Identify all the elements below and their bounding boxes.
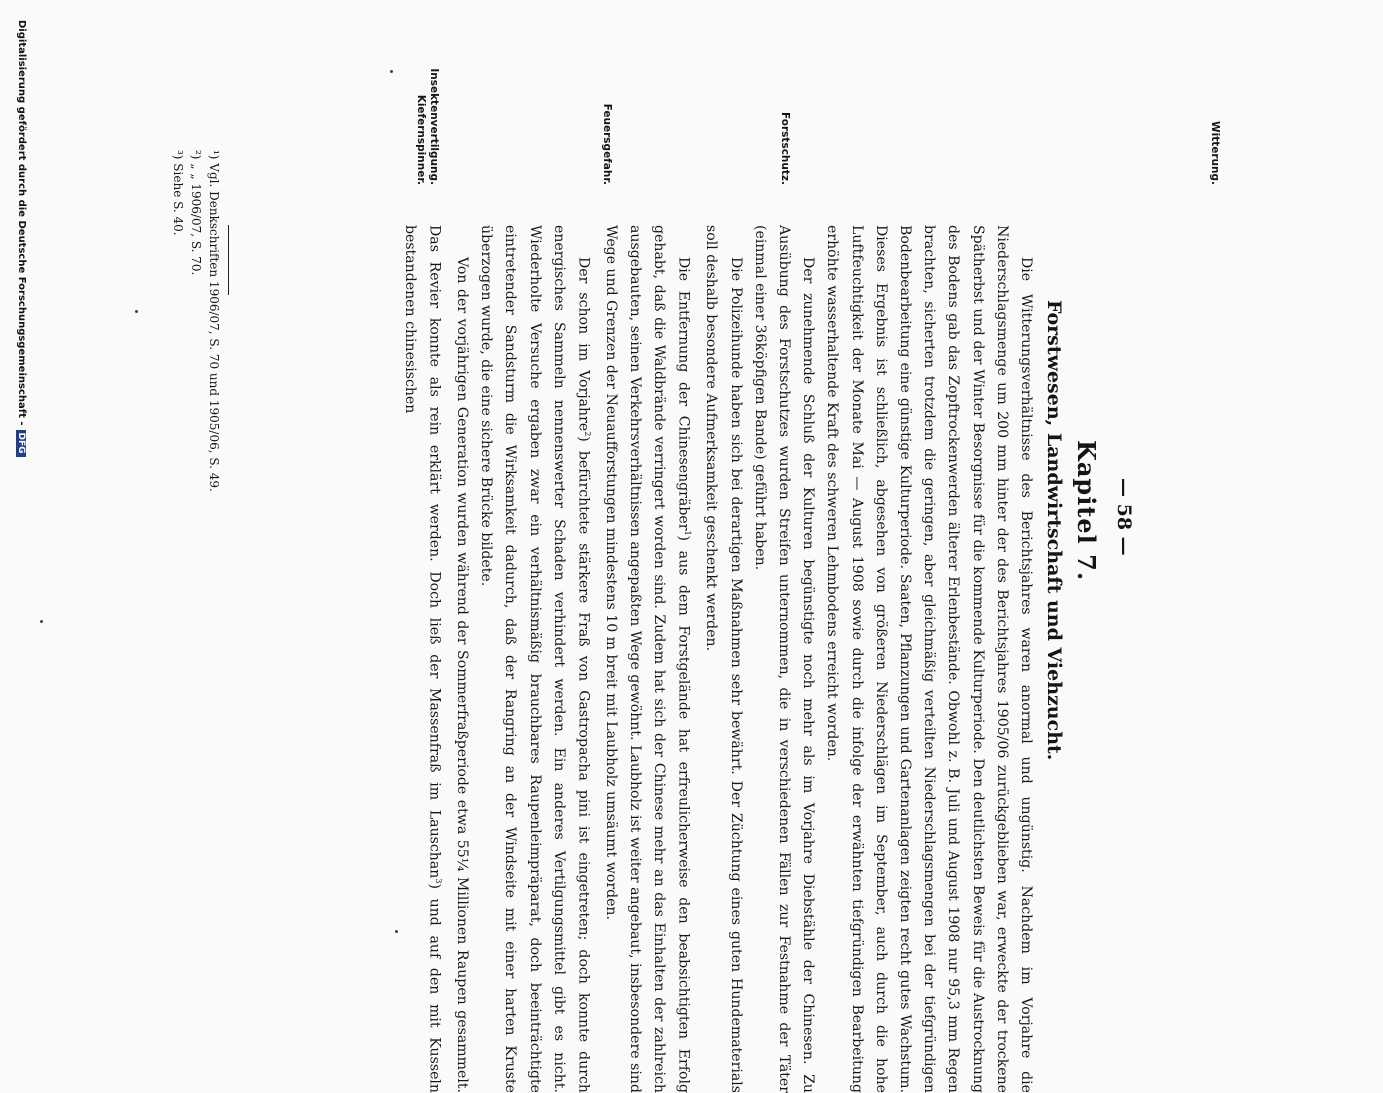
- section-title: Forstwesen, Landwirtschaft und Viehzucht.: [1043, 300, 1065, 761]
- footnote-1: ¹) Vgl. Denkschriften 1906/07, S. 70 und 1905/06, S. 49.: [207, 150, 221, 492]
- footnote-ref-3: 3: [433, 878, 443, 884]
- body-text: [398, 225, 1038, 1093]
- scan-speck: [390, 70, 393, 73]
- paragraph-police-dogs: Die Polizeihunde haben sich bei derartigen Maßnahmen sehr bewährt. Der Züchtung eines guten Hundematerials soll deshalb besondere Aufmerksamkeit geschenkt werden.: [703, 225, 744, 1093]
- paragraph-insects: Der schon im Vorjahre$^2$) befürchtete stärkere Fraß von Gastropacha pini ist eingetreten; doch konnte durch energisches Sammeln nennenswerter Schaden verhindert werden. Ein anderes Vertilgungsmittel gibt es nicht. Wiederholte Versuche ergaben zwar ein verhältnismäßig brauchbares Raupenleimpräparat, doch beeinträchtigte eintretender Sandsturm die Wirksamkeit dadurch, daß der Rangring an der Windseite mit einer harten Kruste überzogen wurde, die eine sichere Brücke bildete.: [478, 225, 592, 1093]
- margin-note-insekten: [414, 55, 440, 185]
- scan-speck: [395, 930, 398, 933]
- paragraph-weather: Die Witterungsverhältnisse des Berichtsjahres waren anormal und ungünstig. Nachdem im Vorjahre die Niederschlagsmenge um 200 mm hinter der des Berichtsjahres 1905/06 zurückgeblieben war, erweckte der trockene Spätherbst und der Winter Besorgnisse für die kommende Kulturperiode. Den deutlichsten Beweis für die Austrocknung des Bodens gab das Zopftrockenwerden älterer Erlenbestände. Obwohl z. B. Juli und August 1908 nur 95,3 mm Regen brachten, sicherten trotzdem die geringen, aber gleichmäßig verteilten Niederschlagsmengen bei der tiefgründigen Bodenbearbeitung eine günstige Kulturperiode. Saaten, Pflanzungen und Gartenanlagen zeigten recht gutes Wachstum. Dieses Ergebnis ist schließlich, abgesehen von größeren Niederschlägen im September, auch durch die hohe Luftfeuchtigkeit der Monate Mai — August 1908 sowie durch die infolge der erwähnten tiefgründigen Bearbeitung erhöhte wasserhaltende Kraft des schweren Lehmbodens erreicht worden.: [824, 225, 1034, 1093]
- footnote-2: ²) „ „ 1906/07, S. 70.: [189, 150, 203, 276]
- digitization-note: Digitalisierung gefördert durch die Deutsche Forschungsgemeinschaft -: [16, 20, 27, 426]
- paragraph-fire-danger: Die Entfernung der Chinesengräber$^1$) aus dem Forstgelände hat erfreulicherweise den beabsichtigten Erfolg gehabt, daß die Waldbrände verringert worden sind. Zudem hat sich der Chinese mehr an das Einhalten der zahlreich ausgebauten, seinen Verkehrsverhältnissen angepaßten Wege gewöhnt. Laubholz ist weiter angebaut, insbesondere sind Wege und Grenzen der Neuaufforstungen mindestens 10 m breit mit Laubholz umsäumt worden.: [602, 225, 693, 1093]
- footnote-3: ³) Siehe S. 40.: [171, 150, 185, 236]
- margin-note-insekten-line2: Kiefernspinner.: [415, 94, 427, 185]
- page-number: — 58 —: [1113, 478, 1135, 556]
- footnote-ref-2: 2: [582, 431, 592, 437]
- dfg-logo: DFG: [16, 430, 26, 457]
- paragraph-caterpillars: Von der vorjährigen Generation wurden während der Sommerfraßperiode etwa 55¼ Millionen Raupen gesammelt. Das Revier konnte als rein erklärt werden. Doch ließ der Massenfraß im Lauschan$^3$) und auf den mit Kusseln bestandenen chinesischen: [401, 225, 470, 1093]
- margin-note-insekten-line1: Insektenvertilgung.: [428, 68, 440, 185]
- footnote-ref-1: 1: [683, 530, 693, 536]
- scan-speck: [135, 310, 138, 313]
- margin-note-witterung: Witterung.: [1209, 121, 1221, 185]
- paragraph-forest-protection: Der zunehmende Schluß der Kulturen begünstigte noch mehr als im Vorjahre Diebstähle der Chinesen. Zu Ausübung des Forstschutzes wurden Streifen unternommen, die in verschiedenen Fällen zur Festnahme der Täter (einmal einer 36köpfigen Bande) geführt haben.: [751, 225, 817, 1093]
- footnote-rule: [228, 225, 229, 295]
- margin-note-forstschutz: Forstschutz.: [779, 112, 791, 185]
- chapter-heading: Kapitel 7.: [1072, 440, 1101, 582]
- margin-note-feuersgefahr: Feuersgefahr.: [601, 103, 613, 185]
- scan-speck: [40, 620, 43, 623]
- digitization-credit: [16, 20, 27, 457]
